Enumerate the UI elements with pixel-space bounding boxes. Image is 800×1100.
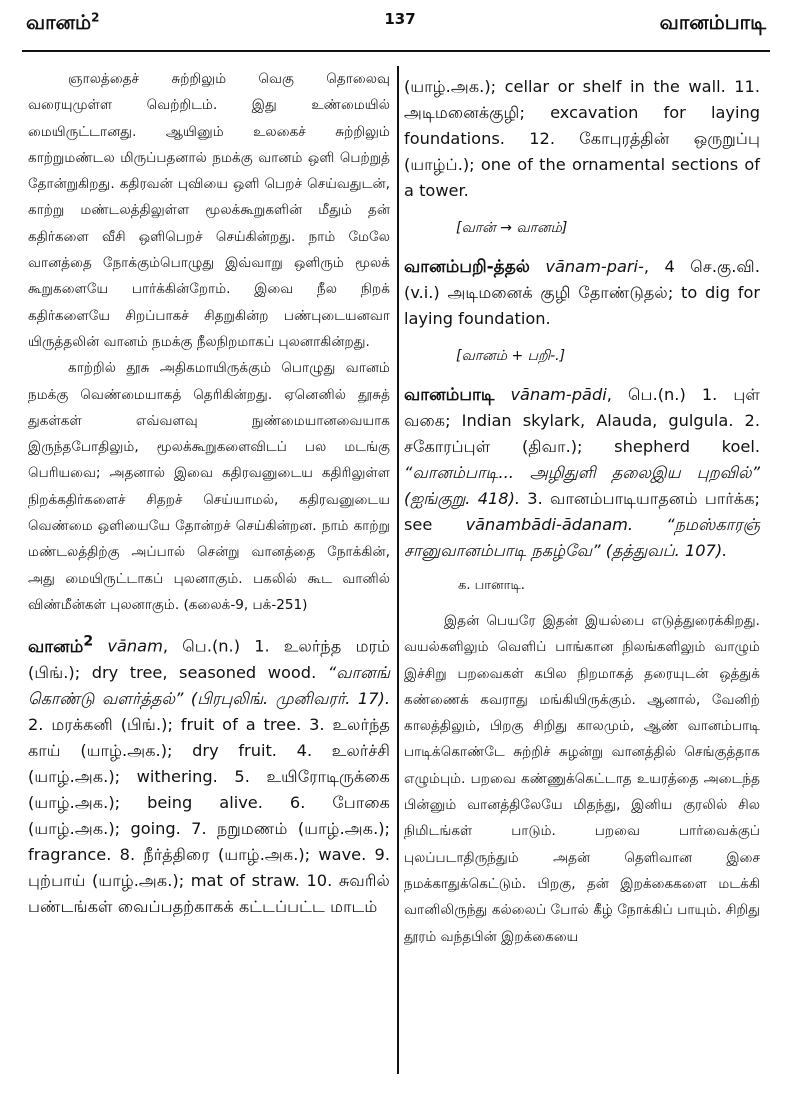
left-column: [28, 66, 390, 920]
page-header: [0, 0, 800, 46]
etymology: [வானம் + பறி-.]: [456, 348, 566, 364]
left-running-head: வானம்$^2$: [26, 10, 100, 34]
entry-vanampari: வானம்பறி-த்தல் vānam-pari-, 4 செ.கு.வி. (v.i.) அடிமனைக் குழி தோண்டுதல்; to dig for laying foundation.: [404, 257, 760, 328]
header-rule: [22, 50, 770, 52]
headword: வானம்பாடி: [404, 385, 495, 405]
page-number: 137: [384, 10, 416, 28]
etymology: [வான் → வானம்]: [456, 220, 568, 236]
right-running-head: வானம்பாடி: [659, 10, 766, 34]
transliteration: vānam-pādi: [510, 385, 607, 404]
left-paragraph-1: ஞாலத்தைச் சுற்றிலும் வெகு தொலைவு வரையுமுள்ள வெற்றிடம். இது உண்மையில் மையிருட்டானது. ஆயினும் உலகைச் சுற்றிலும் காற்றுமண்டல மிருப்பதனால் நமக்கு வானம் ஒளி பெற்றுத் தோன்றுகிறது. கதிரவன் புவியை ஒளி பெறச் செய்வதுடன், காற்று மண்டலத்திலுள்ள மூலக்கூறுகளின் மீதும் தன் கதிர்களை வீசி ஒளிபெறச் செய்கின்றது. நாம் மேலே வானத்தை நோக்கும்பொழுது இவ்வாறு ஒளிரும் மூலக் கூறுகளையே பார்க்கின்றோம். இவை நீல நிறக் கதிர்களையே சிறப்பாகச் சிதறுகின்ற பண்புடையனவா யிருத்தலின் வானம் நமக்கு நீலநிறமாகப் புலனாகின்றது.: [28, 71, 390, 350]
transliteration: vānam-pari-: [545, 257, 644, 276]
right-paragraph: இதன் பெயரே இதன் இயல்பை எடுத்துரைக்கிறது. வயல்களிலும் வெளிப் பாங்கான நிலங்களிலும் வாழும் இச்சிறு பறவைகள் கபில நிறமாகத் தரையுடன் ஒத்துக் கண்ணைக் கவராது மங்கியிருக்கும். ஆனால், வேனிற் காலத்திலும், பிறகு சிறிது காலமும், ஆண் வானம்பாடி பாடிக்கொண்டே சுற்றிச் சுழன்று வானத்தில் செங்குத்தாக எழும்பும். பறவை கண்ணுக்கெட்டாத உயரத்தை அடைந்த பின்னும் வானத்திலேயே மிதந்து, இனிய குரலில் சில நிமிடங்கள் பாடும். பறவை பார்வைக்குப் புலப்படாதிருந்தும் அதன் தெளிவான இசை நமக்காதுக்கெட்டும். பிறகு, தன் இறக்கைகளை மடக்கி வானிலிருந்து கல்லைப் போல் கீழ் நோக்கிப் பாயும். சிறிது தூரம் வந்தபின் இறக்கையை: [404, 613, 760, 945]
entry-continuation: (யாழ்.அக.); cellar or shelf in the wall. 11. அடிமனைக்குழி; excavation for laying foundations. 12. கோபுரத்தின் ஒருறுப்பு (யாழ்ப்.); one of the ornamental sections of a tower.: [404, 77, 760, 200]
quotation: “நமஸ்காரஞ் சானுவானம்பாடி நகழ்வே” (தத்துவப். 107).: [404, 515, 760, 560]
transliteration: vānam: [107, 636, 163, 656]
quotation: “வானங் கொண்டு வளர்த்தல்” (பிரபுலிங். முனிவரர். 17).: [28, 662, 390, 708]
entry-vanam2: வானம்$^2$ vānam, பெ.(n.) 1. உலர்ந்த மரம் (பிங்.); dry tree, seasoned wood. “வானங் கொண்டு வளர்த்தல்” (பிரபுலிங். முனிவரர். 17). 2. மரக்கனி (பிங்.); fruit of a tree. 3. உலர்ந்த காய் (யாழ்.அக.); dry fruit. 4. உலர்ச்சி (யாழ்.அக.); withering. 5. உயிரோடிருக்கை (யாழ்.அக.); being alive. 6. போகை (யாழ்.அக.); going. 7. நறுமணம் (யாழ்.அக.); fragrance. 8. நீர்த்திரை (யாழ்.அக.); wave. 9. புற்பாய் (யாழ்.அக.); mat of straw. 10. சுவரில் பண்டங்கள் வைப்பதற்காகக் கட்டப்பட்ட மாடம்: [28, 633, 390, 916]
cognate-note: க. பானாடி.: [458, 578, 525, 593]
headword: வானம்பறி-த்தல்: [404, 257, 530, 277]
right-column: [404, 74, 760, 950]
column-divider: [397, 66, 399, 1074]
transliteration: vānambādi-ādanam.: [465, 515, 634, 534]
left-paragraph-2: காற்றில் தூசு அதிகமாயிருக்கும் பொழுது வானம் நமக்கு வெண்மையாகத் தெரிகின்றது. ஏனெனில் தூசுத் துகள்கள் எவ்வளவு நுண்மையானவையாக இருந்தபோதிலும், மூலக்கூறுகளைவிடப் பல மடங்கு பெரியவை; அதனால் இவை கதிரவனுடைய கதிரிலுள்ள நிறக்கதிர்களைச் சிதறச் செய்யாமல், கதிரவனுடைய வெண்மை ஒளியையே தோன்றச் செய்கின்றன. நாம் காற்று மண்டலத்திற்கு அப்பால் சென்று வானத்தை நோக்கின், அது மையிருட்டாகப் புலனாகும். பகலில் கூட வானில் விண்மீன்கள் புலனாகும். (கலைக்-9, பக்-251): [28, 360, 390, 613]
headword: வானம்$^2$: [28, 633, 94, 657]
entry-vanampadi: வானம்பாடி vānam-pādi, பெ.(n.) 1. புள் வகை; Indian skylark, Alauda, gulgula. 2. சகோரப்புள் (திவா.); shepherd koel. “வானம்பாடி... அழிதுளி தலைஇய புறவில்” (ஐங்குறு. 418). 3. வானம்பாடியாதனம் பார்க்க; see vānambādi-ādanam. “நமஸ்காரஞ் சானுவானம்பாடி நகழ்வே” (தத்துவப். 107).: [404, 385, 760, 560]
quotation: “வானம்பாடி... அழிதுளி தலைஇய புறவில்” (ஐங்குறு. 418).: [404, 463, 760, 508]
